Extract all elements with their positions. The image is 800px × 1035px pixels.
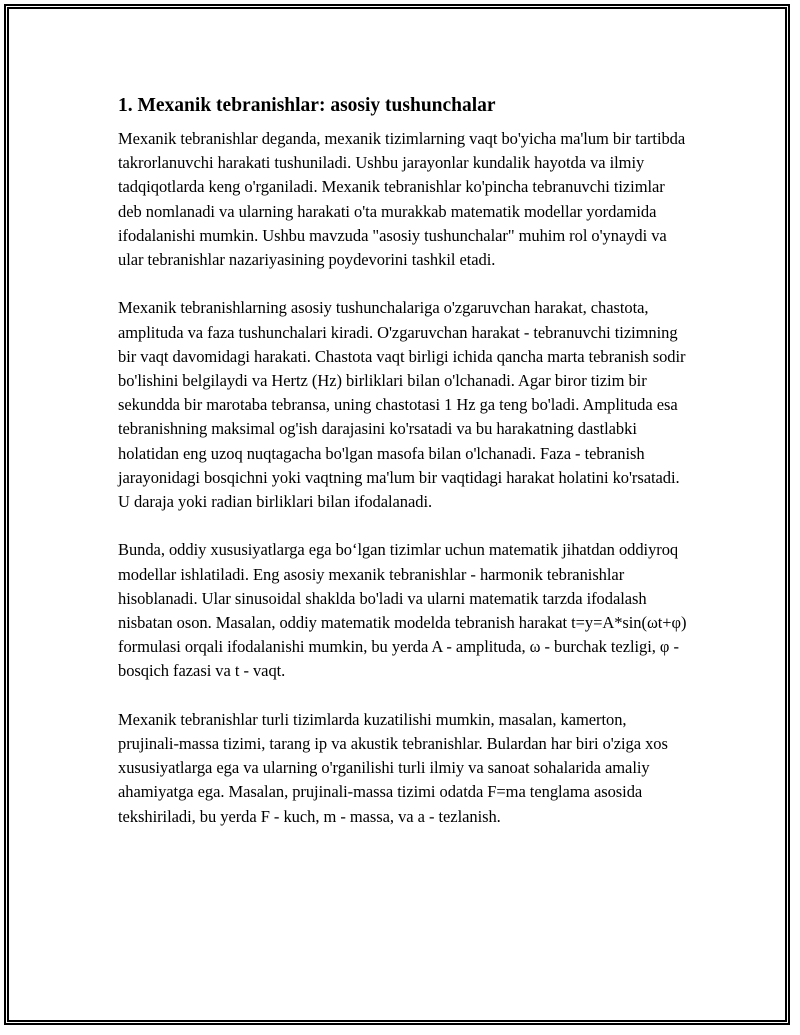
document-title: 1. Mexanik tebranishlar: asosiy tushunchalar	[118, 95, 496, 116]
paragraph-3: Bunda, oddiy xususiyatlarga ega bo‘lgan tizimlar uchun matematik jihatdan oddiyroq modellar ishlatiladi. Eng asosiy mexanik tebranishlar - harmonik tebranishlar hisoblanadi. Ular sinusoidal shaklda bo'ladi va ularni matematik tarzda ifodalash nisbatan oson. Masalan, oddiy matematik modelda tebranish harakat t=y=A*sin(ωt+φ) formulasi orqali ifodalanishi mumkin, bu yerda A - amplituda, ω - burchak tezligi, φ - bosqich fazasi va t - vaqt.	[118, 540, 687, 681]
paragraph-1: Mexanik tebranishlar deganda, mexanik tizimlarning vaqt bo'yicha ma'lum bir tartibda takrorlanuvchi harakati tushuniladi. Ushbu jarayonlar kundalik hayotda va ilmiy tadqiqotlarda keng o'rganiladi. Mexanik tebranishlar ko'pincha tebranuvchi tizimlar deb nomlanadi va ularning harakati o'ta murakkab matematik modellar yordamida ifodalanishi mumkin. Ushbu mavzuda "asosiy tushunchalar" muhim rol o'ynaydi va ular tebranishlar nazariyasining poydevorini tashkil etadi.	[118, 129, 686, 270]
document-body	[118, 92, 688, 853]
paragraph-4: Mexanik tebranishlar turli tizimlarda kuzatilishi mumkin, masalan, kamerton, prujinali-massa tizimi, tarang ip va akustik tebranishlar. Bulardan har biri o'ziga xos xususiyatlarga ega va ularning o'rganilishi turli ilmiy va sanoat sohalarida amaliy ahamiyatga ega. Masalan, prujinali-massa tizimi odatda F=ma tenglama asosida tekshiriladi, bu yerda F - kuch, m - massa, va a - tezlanish.	[118, 709, 668, 826]
paragraph-2: Mexanik tebranishlarning asosiy tushunchalariga o'zgaruvchan harakat, chastota, amplituda va faza tushunchalari kiradi. O'zgaruvchan harakat - tebranuvchi tizimning bir vaqt davomidagi harakati. Chastota vaqt birligi ichida qancha marta tebranish sodir bo'lishini belgilaydi va Hertz (Hz) birliklari bilan o'lchanadi. Agar biror tizim bir sekundda bir marotaba tebransa, uning chastotasi 1 Hz ga teng bo'ladi. Amplituda esa tebranishning maksimal og'ish darajasini ko'rsatadi va bu harakatning dastlabki holatidan eng uzoq nuqtagacha bo'lgan masofa bilan o'lchanadi. Faza - tebranish jarayonidagi bosqichni yoki vaqtning ma'lum bir vaqtidagi harakat holatini ko'rsatadi. U daraja yoki radian birliklari bilan ifodalanadi.	[118, 298, 686, 512]
